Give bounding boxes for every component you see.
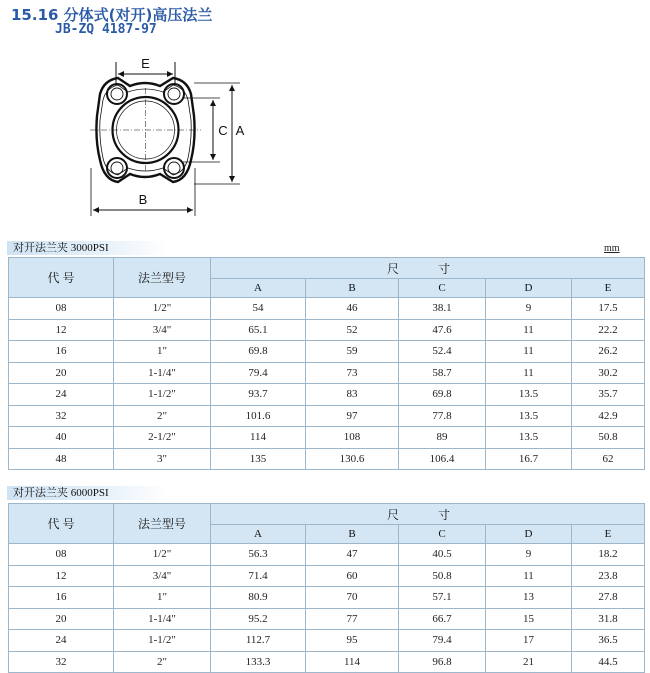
table-row	[9, 630, 645, 652]
table-row	[9, 587, 645, 609]
cell: 79.4	[399, 630, 486, 652]
cell: 31.8	[572, 608, 645, 630]
cell: 114	[211, 427, 306, 449]
cell: 13	[486, 587, 572, 609]
cell: 1-1/2"	[114, 384, 211, 406]
col-header-c: C	[399, 525, 486, 544]
cell: 40	[9, 427, 114, 449]
col-header-type: 法兰型号	[114, 504, 211, 544]
cell: 54	[211, 298, 306, 320]
cell: 73	[306, 362, 399, 384]
cell: 20	[9, 362, 114, 384]
table-row	[9, 362, 645, 384]
cell: 101.6	[211, 405, 306, 427]
cell: 79.4	[211, 362, 306, 384]
cell: 38.1	[399, 298, 486, 320]
cell: 27.8	[572, 587, 645, 609]
cell: 52	[306, 319, 399, 341]
table-row	[9, 298, 645, 320]
cell: 56.3	[211, 544, 306, 566]
dim-label-e: E	[141, 56, 150, 71]
cell: 1-1/2"	[114, 630, 211, 652]
cell: 11	[486, 362, 572, 384]
table-row	[9, 544, 645, 566]
cell: 112.7	[211, 630, 306, 652]
cell: 2"	[114, 651, 211, 673]
cell: 24	[9, 630, 114, 652]
col-header-type: 法兰型号	[114, 258, 211, 298]
cell: 52.4	[399, 341, 486, 363]
page-title: 15.16 分体式(对开)高压法兰	[11, 6, 213, 24]
col-header-a: A	[211, 525, 306, 544]
table-6000psi	[8, 503, 645, 673]
dim-label-a: A	[235, 123, 245, 138]
cell: 44.5	[572, 651, 645, 673]
cell: 89	[399, 427, 486, 449]
cell: 21	[486, 651, 572, 673]
cell: 69.8	[211, 341, 306, 363]
cell: 1-1/4"	[114, 608, 211, 630]
section-title-6000psi: 对开法兰夹 6000PSI	[7, 486, 168, 500]
cell: 2"	[114, 405, 211, 427]
cell: 60	[306, 565, 399, 587]
cell: 77	[306, 608, 399, 630]
flange-drawing	[70, 50, 260, 220]
col-header-code: 代 号	[9, 258, 114, 298]
table-row	[9, 341, 645, 363]
cell: 66.7	[399, 608, 486, 630]
cell: 35.7	[572, 384, 645, 406]
cell: 24	[9, 384, 114, 406]
cell: 36.5	[572, 630, 645, 652]
col-header-c: C	[399, 279, 486, 298]
table-row	[9, 651, 645, 673]
cell: 47	[306, 544, 399, 566]
col-header-d: D	[486, 279, 572, 298]
cell: 62	[572, 448, 645, 470]
col-header-b: B	[306, 279, 399, 298]
col-header-d: D	[486, 525, 572, 544]
cell: 133.3	[211, 651, 306, 673]
cell: 1/2"	[114, 298, 211, 320]
cell: 42.9	[572, 405, 645, 427]
cell: 96.8	[399, 651, 486, 673]
cell: 12	[9, 565, 114, 587]
cell: 16	[9, 587, 114, 609]
cell: 130.6	[306, 448, 399, 470]
cell: 69.8	[399, 384, 486, 406]
cell: 23.8	[572, 565, 645, 587]
cell: 58.7	[399, 362, 486, 384]
col-header-a: A	[211, 279, 306, 298]
table-3000psi	[8, 257, 645, 470]
cell: 16.7	[486, 448, 572, 470]
cell: 47.6	[399, 319, 486, 341]
section-title-3000psi: 对开法兰夹 3000PSI	[7, 241, 168, 255]
cell: 17.5	[572, 298, 645, 320]
cell: 114	[306, 651, 399, 673]
cell: 135	[211, 448, 306, 470]
cell: 3/4"	[114, 565, 211, 587]
dim-label-c: C	[218, 123, 228, 138]
cell: 9	[486, 544, 572, 566]
cell: 1-1/4"	[114, 362, 211, 384]
cell: 30.2	[572, 362, 645, 384]
unit-label: mm	[604, 243, 620, 254]
cell: 11	[486, 565, 572, 587]
cell: 1"	[114, 587, 211, 609]
table-row	[9, 427, 645, 449]
cell: 80.9	[211, 587, 306, 609]
table-row	[9, 565, 645, 587]
cell: 20	[9, 608, 114, 630]
table-row	[9, 448, 645, 470]
cell: 3"	[114, 448, 211, 470]
cell: 50.8	[399, 565, 486, 587]
table-row	[9, 405, 645, 427]
cell: 108	[306, 427, 399, 449]
table-row	[9, 608, 645, 630]
cell: 9	[486, 298, 572, 320]
cell: 13.5	[486, 384, 572, 406]
cell: 70	[306, 587, 399, 609]
cell: 95.2	[211, 608, 306, 630]
cell: 106.4	[399, 448, 486, 470]
cell: 08	[9, 544, 114, 566]
cell: 17	[486, 630, 572, 652]
cell: 40.5	[399, 544, 486, 566]
cell: 83	[306, 384, 399, 406]
cell: 46	[306, 298, 399, 320]
table-row	[9, 384, 645, 406]
col-header-e: E	[572, 525, 645, 544]
cell: 65.1	[211, 319, 306, 341]
cell: 3/4"	[114, 319, 211, 341]
standard-number: JB-ZQ 4187-97	[55, 22, 157, 37]
col-header-b: B	[306, 525, 399, 544]
col-header-dimensions: 尺 寸	[211, 258, 645, 279]
cell: 16	[9, 341, 114, 363]
cell: 11	[486, 319, 572, 341]
cell: 2-1/2"	[114, 427, 211, 449]
cell: 48	[9, 448, 114, 470]
cell: 95	[306, 630, 399, 652]
cell: 13.5	[486, 427, 572, 449]
table-row	[9, 319, 645, 341]
dim-label-b: B	[138, 192, 148, 207]
cell: 1"	[114, 341, 211, 363]
cell: 26.2	[572, 341, 645, 363]
cell: 97	[306, 405, 399, 427]
cell: 93.7	[211, 384, 306, 406]
cell: 77.8	[399, 405, 486, 427]
cell: 11	[486, 341, 572, 363]
col-header-code: 代 号	[9, 504, 114, 544]
cell: 50.8	[572, 427, 645, 449]
cell: 59	[306, 341, 399, 363]
cell: 71.4	[211, 565, 306, 587]
cell: 15	[486, 608, 572, 630]
col-header-dimensions: 尺 寸	[211, 504, 645, 525]
cell: 18.2	[572, 544, 645, 566]
cell: 32	[9, 651, 114, 673]
col-header-e: E	[572, 279, 645, 298]
cell: 22.2	[572, 319, 645, 341]
cell: 57.1	[399, 587, 486, 609]
cell: 13.5	[486, 405, 572, 427]
cell: 32	[9, 405, 114, 427]
cell: 1/2"	[114, 544, 211, 566]
cell: 08	[9, 298, 114, 320]
cell: 12	[9, 319, 114, 341]
